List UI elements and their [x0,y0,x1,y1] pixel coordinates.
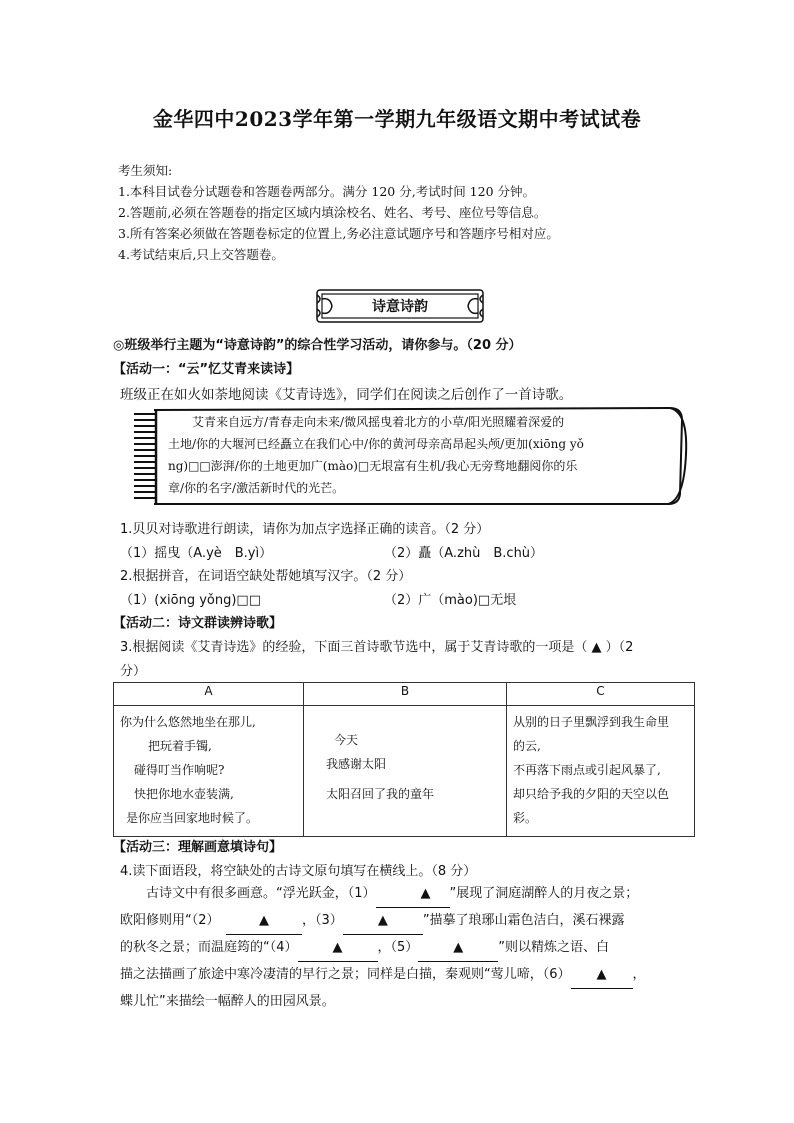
option-b-cell [304,706,507,837]
table-header: B [304,683,507,706]
answer-blank-2[interactable]: ▲ [226,908,302,935]
poem-line: 我感谢太阳 [326,757,387,771]
notice-item: 4.考试结束后,只上交答题卷。 [118,247,284,262]
answer-blank-6[interactable]: ▲ [571,962,633,989]
answer-blank-3[interactable]: ▲ [343,908,423,935]
poem-line: 快把你地水壶装满, [134,787,234,801]
answer-blank-4[interactable]: ▲ [298,935,378,962]
poem-line: 土地/你的大堰河已经矗立在我们心中/你的黄河母亲高昂起头颅/更加(xiōng yǒ [168,437,584,451]
q1-option-1: （1）摇曳（A.yè B.yì） [120,546,273,561]
notice-heading: 考生须知: [118,163,173,178]
passage-line: 蝶儿忙”来描绘一幅醉人的田园风景。 [120,994,335,1009]
poem-line: 彩。 [513,811,538,825]
answer-blank-1[interactable]: ▲ [376,881,450,908]
q3-stem: 3.根据阅读《艾青诗选》的经验，下面三首诗歌节选中，属于艾青诗歌的一项是（ ▲ ）（2 [120,640,634,655]
banner-label: 诗意诗韵 [372,299,428,315]
notice-item: 3.所有答案必须做在答题卷标定的位置上,务必注意试题序号和答题序号相对应。 [118,226,559,241]
activity2-heading: 【活动二：诗文群读辨诗歌】 [113,616,283,631]
exam-notice [118,160,559,265]
poem-line: 从别的日子里飘浮到我生命里 [513,715,670,729]
table-header: A [114,683,304,706]
passage-line: 古诗文中有很多画意。“浮光跃金，（1） ▲ ”展现了洞庭湖醉人的月夜之景； [120,881,688,908]
poem-line: 的云, [513,739,541,753]
q2-option-1: （1）(xiōng yǒng)□□ [120,593,262,608]
answer-blank-5[interactable]: ▲ [418,935,498,962]
option-c-cell [507,706,695,837]
exam-title: 金华四中2023学年第一学期九年级语文期中考试试卷 [152,107,642,131]
q1-option-2: （2）矗（A.zhù B.chù） [384,546,544,561]
poem-line: 今天 [334,733,359,747]
q3-options-table [113,682,695,837]
notice-item: 2.答题前,必须在答题卷的指定区域内填涂校名、姓名、考号、座位号等信息。 [118,205,547,220]
activity1-heading: 【活动一：“云”忆艾青来读诗】 [113,362,300,377]
q2-option-2: （2）广（mào)□无垠 [384,593,517,608]
poem-line: 不再落下雨点或引起风暴了, [513,763,661,777]
poem-line: 你为什么悠然地坐在那儿, [120,715,256,729]
q4-stem: 4.读下面语段，将空缺处的古诗文原句填写在横线上。（8 分） [120,864,477,879]
poem-line: 碰得叮当作响呢? [134,763,225,777]
section-intro: ◎班级举行主题为“诗意诗韵”的综合性学习活动，请你参与。（20 分） [113,338,522,353]
poem-line: ng)□□澎湃/你的土地更加广(mào)□无垠富有生机/我心无旁骛地翻阅你的乐 [168,459,578,473]
notice-item: 1.本科目试卷分试题卷和答题卷两部分。满分 120 分,考试时间 120 分钟。 [118,184,536,199]
poem-line: 章/你的名字/激活新时代的光芒。 [168,481,345,495]
option-a-cell [114,706,304,837]
poem-text [168,411,676,499]
q2-stem: 2.根据拼音，在词语空缺处帮她填写汉字。（2 分） [120,569,412,584]
passage-line: 的秋冬之景；而温庭筠的“（4） ▲ ，（5） ▲ ”则以精炼之语、白 [120,935,688,962]
table-header: C [507,683,695,706]
activity1-desc: 班级正在如火如荼地阅读《艾青诗选》，同学们在阅读之后创作了一首诗歌。 [120,387,573,403]
poem-line: 是你应当回家地时候了。 [126,811,259,825]
passage-line: 描之法描画了旅途中寒冷凄清的早行之景；同样是白描，秦观则“莺儿啼，（6） ▲ ， [120,962,688,989]
q1-stem: 1.贝贝对诗歌进行朗读，请你为加点字选择正确的读音。（2 分） [120,522,490,537]
q3-stem-cont: 分） [120,664,147,679]
section-banner [316,289,484,323]
q4-passage [120,881,688,1015]
poem-line: 艾青来自远方/青春走向未来/微风摇曳着北方的小草/阳光照耀着深爱的 [192,415,565,429]
poem-line: 却只给予我的夕阳的天空以色 [513,787,670,801]
passage-line: 欧阳修则用“（2） ▲ ，（3） ▲ ”描摹了琅琊山霜色洁白，溪石裸露 [120,908,688,935]
activity3-heading: 【活动三：理解画意填诗句】 [113,840,283,855]
poem-line: 把玩着手镯, [148,739,212,753]
poem-line: 太阳召回了我的童年 [326,787,435,801]
